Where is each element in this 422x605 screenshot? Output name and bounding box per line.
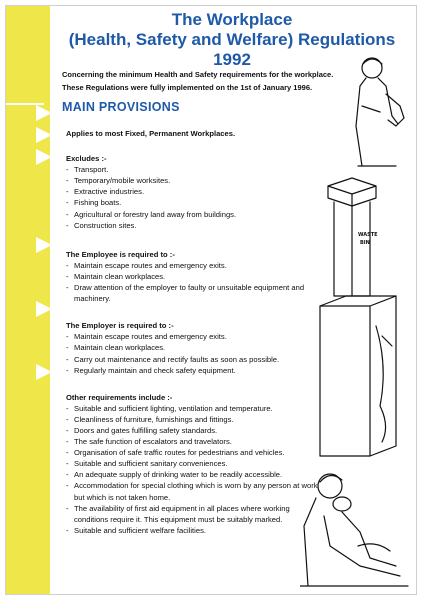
title-line-2: (Health, Safety and Welfare) Regulations 1992 [68, 30, 396, 69]
list-item: - Transport. [66, 164, 321, 175]
bin-label-1: WASTE [358, 232, 378, 238]
arrow-icon [36, 364, 52, 380]
employer-list [66, 331, 321, 375]
list-item: - Maintain escape routes and emergency exits. [66, 260, 321, 271]
main-provisions-heading: MAIN PROVISIONS [62, 100, 180, 114]
standing-worker-figure [356, 58, 404, 166]
title-line-1: The Workplace [171, 10, 293, 29]
list-item: - Suitable and sufficient lighting, ventilation and temperature. [66, 403, 321, 414]
list-item: - Suitable and sufficient sanitary conveniences. [66, 458, 321, 469]
intro-line-1: Concerning the minimum Health and Safety requirements for the workplace. [62, 70, 334, 79]
waste-bin-figure [328, 178, 378, 296]
intro-line-2: These Regulations were fully implemented on the 1st of January 1996. [62, 83, 313, 92]
arrow-icon [36, 237, 52, 253]
poster [5, 5, 417, 595]
list-item: - Maintain clean workplaces. [66, 342, 321, 353]
list-item: - The availability of first aid equipment in all places where working conditions require it. This equipment must be suitably marked. [66, 503, 321, 525]
employer-heading: The Employer is required to :- [66, 321, 174, 331]
workplace-illustration [300, 46, 410, 591]
arrow-icon [36, 149, 52, 165]
arrow-icon [36, 105, 52, 121]
list-item: - Carry out maintenance and rectify faults as soon as possible. [66, 354, 321, 365]
list-item: - Draw attention of the employer to faulty or unsuitable equipment and machinery. [66, 282, 321, 304]
bin-label-2: BIN [360, 240, 370, 246]
list-item: - Doors and gates fulfilling safety standards. [66, 425, 321, 436]
yellow-side-bar [6, 6, 50, 594]
other-list [66, 403, 321, 536]
excludes-heading: Excludes :- [66, 154, 107, 164]
list-item: - Agricultural or forestry land away from buildings. [66, 209, 321, 220]
list-item: - Cleanliness of furniture, furnishings and fittings. [66, 414, 321, 425]
other-heading: Other requirements include :- [66, 392, 173, 402]
list-item: - Organisation of safe traffic routes for pedestrians and vehicles. [66, 447, 321, 458]
list-item: - Extractive industries. [66, 186, 321, 197]
arrow-icon [36, 301, 52, 317]
worker-with-mask-figure [300, 474, 408, 586]
locker-figure [320, 296, 396, 456]
list-item: - The safe function of escalators and travelators. [66, 436, 321, 447]
provisions-content [66, 128, 321, 536]
list-item: - Maintain clean workplaces. [66, 271, 321, 282]
arrow-icon [36, 127, 52, 143]
list-item: - Suitable and sufficient welfare facilities. [66, 525, 321, 536]
employee-list [66, 260, 321, 304]
list-item: - Temporary/mobile worksites. [66, 175, 321, 186]
excludes-list [66, 164, 321, 231]
list-item: - Construction sites. [66, 220, 321, 231]
list-item: - Fishing boats. [66, 197, 321, 208]
applies-heading: Applies to most Fixed, Permanent Workplaces. [66, 129, 236, 138]
list-item: - Accommodation for special clothing which is worn by any person at work but which is not taken home. [66, 480, 321, 502]
list-item: - Maintain escape routes and emergency exits. [66, 331, 321, 342]
employee-heading: The Employee is required to :- [66, 249, 175, 259]
list-item: - Regularly maintain and check safety equipment. [66, 365, 321, 376]
list-item: - An adequate supply of drinking water to be readily accessible. [66, 469, 321, 480]
